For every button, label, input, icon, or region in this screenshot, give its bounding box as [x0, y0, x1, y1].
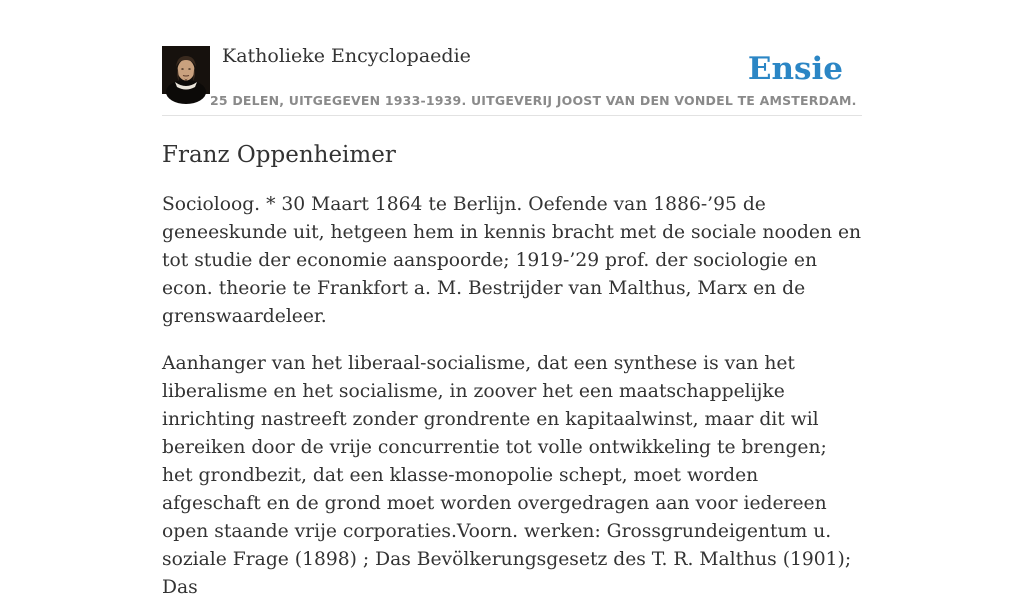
source-avatar[interactable] — [162, 46, 210, 94]
portrait-icon — [162, 46, 210, 94]
ensie-logo-link[interactable]: Ensie — [747, 51, 843, 87]
article-title: Franz Oppenheimer — [162, 142, 396, 168]
source-header — [162, 0, 862, 116]
source-title-link[interactable]: Katholieke Encyclopaedie — [222, 45, 471, 67]
article-paragraph: Aanhanger van het liberaal-socialisme, dat een synthese is van het liberalisme en het socialisme, in zoover het een maatschappelijke inrichting nastreeft zonder grondrente en kapitaalwinst, maar dit wil bereiken door de vrije concurrentie tot volle ontwikkeling te brengen; het grondbezit, dat een klasse-monopolie schept, moet worden afgeschaft en de grond moet worden overgedragen aan voor iedereen open staande vrije corporaties.Voorn. werken: Grossgrundeigentum u. soziale Frage (1898) ; Das Bevölkerungsgesetz des T. R. Malthus (1901); Das — [162, 353, 852, 598]
content-column — [162, 0, 862, 602]
source-meta: 25 DELEN, UITGEGEVEN 1933-1939. UITGEVERIJ JOOST VAN DEN VONDEL TE AMSTERDAM. — [210, 93, 857, 108]
article-paragraph: Socioloog. * 30 Maart 1864 te Berlijn. Oefende van 1886-’95 de geneeskunde uit, hetgeen hem in kennis bracht met de sociale nooden en tot studie der economie aanspoorde; 1919-’29 prof. der sociologie en econ. theorie te Frankfort a. M. Bestrijder van Malthus, Marx en de grenswaardeleer. — [162, 194, 862, 327]
